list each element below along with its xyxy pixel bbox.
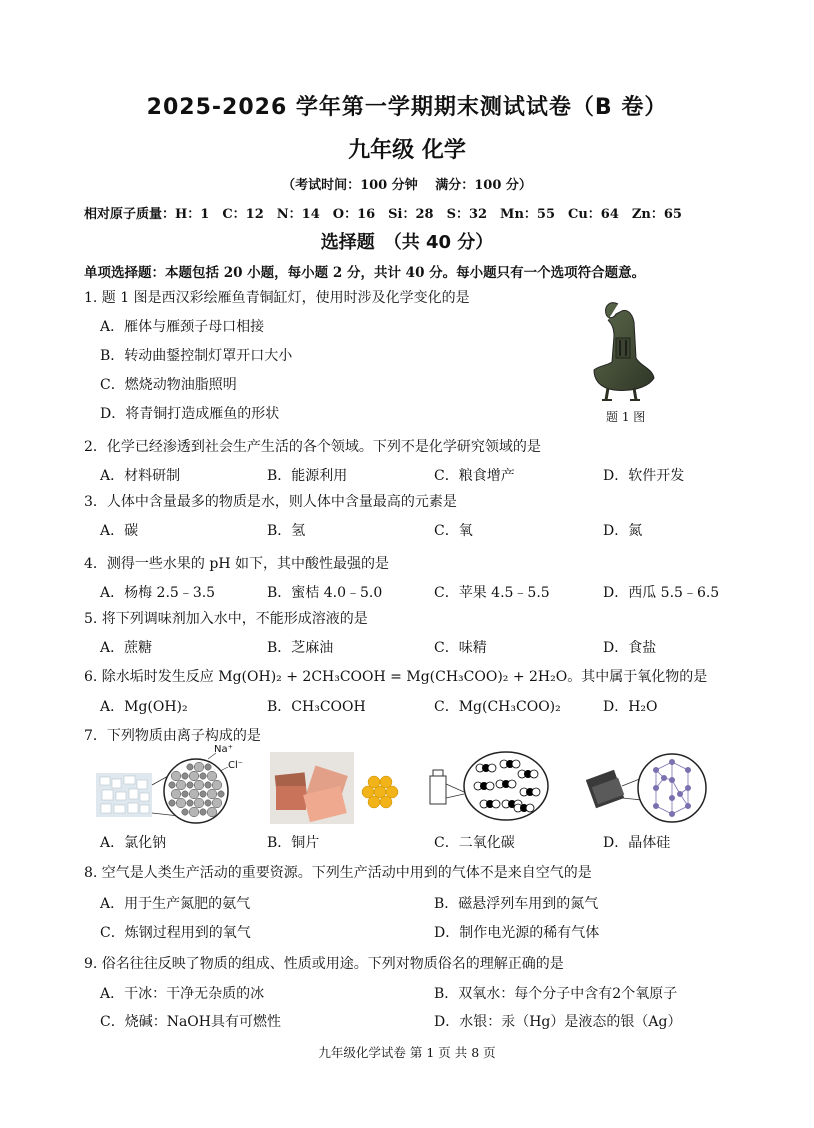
question-stem: 3．人体中含量最多的物质是水，则人体中含量最高的元素是 (84, 494, 457, 510)
option-a: A．干冰：干净无杂质的冰 (100, 986, 265, 1002)
option-b: B．双氧水：每个分子中含有2个氧原子 (434, 986, 678, 1002)
option-b: B．能源利用 (267, 468, 348, 484)
option-a: A．材料研制 (100, 468, 181, 484)
option-b: B．氢 (267, 523, 306, 539)
sodium-ion-label: Na⁺ (214, 744, 233, 755)
option-b: B．CH₃COOH (267, 699, 366, 715)
exam-title: 2025-2026 学年第一学期期末测试试卷（B 卷） (146, 95, 668, 120)
option-d: D．晶体硅 (603, 835, 671, 851)
question-stem: 5. 将下列调味剂加入水中，不能形成溶液的是 (84, 611, 368, 627)
option-d: D．西瓜 5.5﹣6.5 (603, 585, 720, 601)
option-d: D．氮 (603, 523, 643, 539)
option-b: B．转动曲鋬控制灯罩开口大小 (100, 348, 293, 364)
page-footer: 九年级化学试卷 第 1 页 共 8 页 (318, 1045, 496, 1060)
carbon-dioxide-image (428, 748, 552, 824)
option-c: C．氧 (434, 523, 473, 539)
sodium-chloride-image (96, 745, 256, 825)
option-b: B．蜜桔 4.0﹣5.0 (267, 585, 383, 601)
question-stem: 2．化学已经渗透到社会生产生活的各个领域。下列不是化学研究领域的是 (84, 439, 541, 455)
option-a: A．杨梅 2.5﹣3.5 (100, 585, 216, 601)
option-c: C．烧碱：NaOH具有可燃性 (100, 1014, 281, 1030)
option-d: D．制作电光源的稀有气体 (434, 925, 600, 941)
option-c: C．Mg(CH₃COO)₂ (434, 699, 561, 715)
question-stem: 8. 空气是人类生产活动的重要资源。下列生产活动中用到的气体不是来自空气的是 (84, 865, 592, 881)
chloride-ion-label: Cl⁻ (228, 760, 244, 771)
option-a: A．Mg(OH)₂ (100, 699, 188, 715)
option-a: A．雁体与雁颈子母口相接 (100, 319, 265, 335)
option-a: A．用于生产氮肥的氨气 (100, 896, 251, 912)
option-c: C．二氧化碳 (434, 835, 515, 851)
option-c: C．粮食增产 (434, 468, 515, 484)
option-a: A．碳 (100, 523, 139, 539)
subject-title: 九年级 化学 (348, 138, 466, 163)
option-a: A．蔗糖 (100, 640, 153, 656)
question-stem: 1. 题 1 图是西汉彩绘雁鱼青铜缸灯，使用时涉及化学变化的是 (84, 290, 470, 306)
question-stem: 6. 除水垢时发生反应 Mg(OH)₂ + 2CH₃COOH = Mg(CH₃COO)₂ + 2H₂O。其中属于氧化物的是 (84, 669, 708, 685)
option-a: A．氯化钠 (100, 835, 167, 851)
option-d: D．食盐 (603, 640, 657, 656)
option-c: C．苹果 4.5﹣5.5 (434, 585, 550, 601)
option-d: D．H₂O (603, 699, 658, 715)
option-b: B．芝麻油 (267, 640, 334, 656)
option-d: D．将青铜打造成雁鱼的形状 (100, 406, 280, 422)
option-b: B．铜片 (267, 835, 320, 851)
copper-sheet-image (270, 752, 400, 824)
question-stem: 7．下列物质由离子构成的是 (84, 728, 261, 744)
exam-info: （考试时间：100 分钟 满分：100 分） (282, 178, 532, 193)
option-c: C．味精 (434, 640, 487, 656)
section-instruction: 单项选择题：本题包括 20 小题，每小题 2 分，共计 40 分。每小题只有一个选项符合题意。 (84, 265, 646, 281)
silicon-crystal-image (586, 748, 710, 826)
option-c: C．炼钢过程用到的氧气 (100, 925, 251, 941)
option-b: B．磁悬浮列车用到的氮气 (434, 896, 599, 912)
atomic-masses: 相对原子质量：H：1 C：12 N：14 O：16 Si：28 S：32 Mn：55 Cu：64 Zn：65 (84, 207, 682, 222)
option-d: D．水银：汞（Hg）是液态的银（Ag） (434, 1014, 682, 1030)
question-stem: 4．测得一些水果的 pH 如下，其中酸性最强的是 (84, 556, 389, 572)
figure-caption: 题 1 图 (606, 410, 646, 424)
goose-lamp-image (588, 296, 660, 404)
option-c: C．燃烧动物油脂照明 (100, 377, 237, 393)
option-d: D．软件开发 (603, 468, 685, 484)
section-title: 选择题 （共 40 分） (320, 232, 494, 253)
question-stem: 9. 俗名往往反映了物质的组成、性质或用途。下列对物质俗名的理解正确的是 (84, 956, 564, 972)
